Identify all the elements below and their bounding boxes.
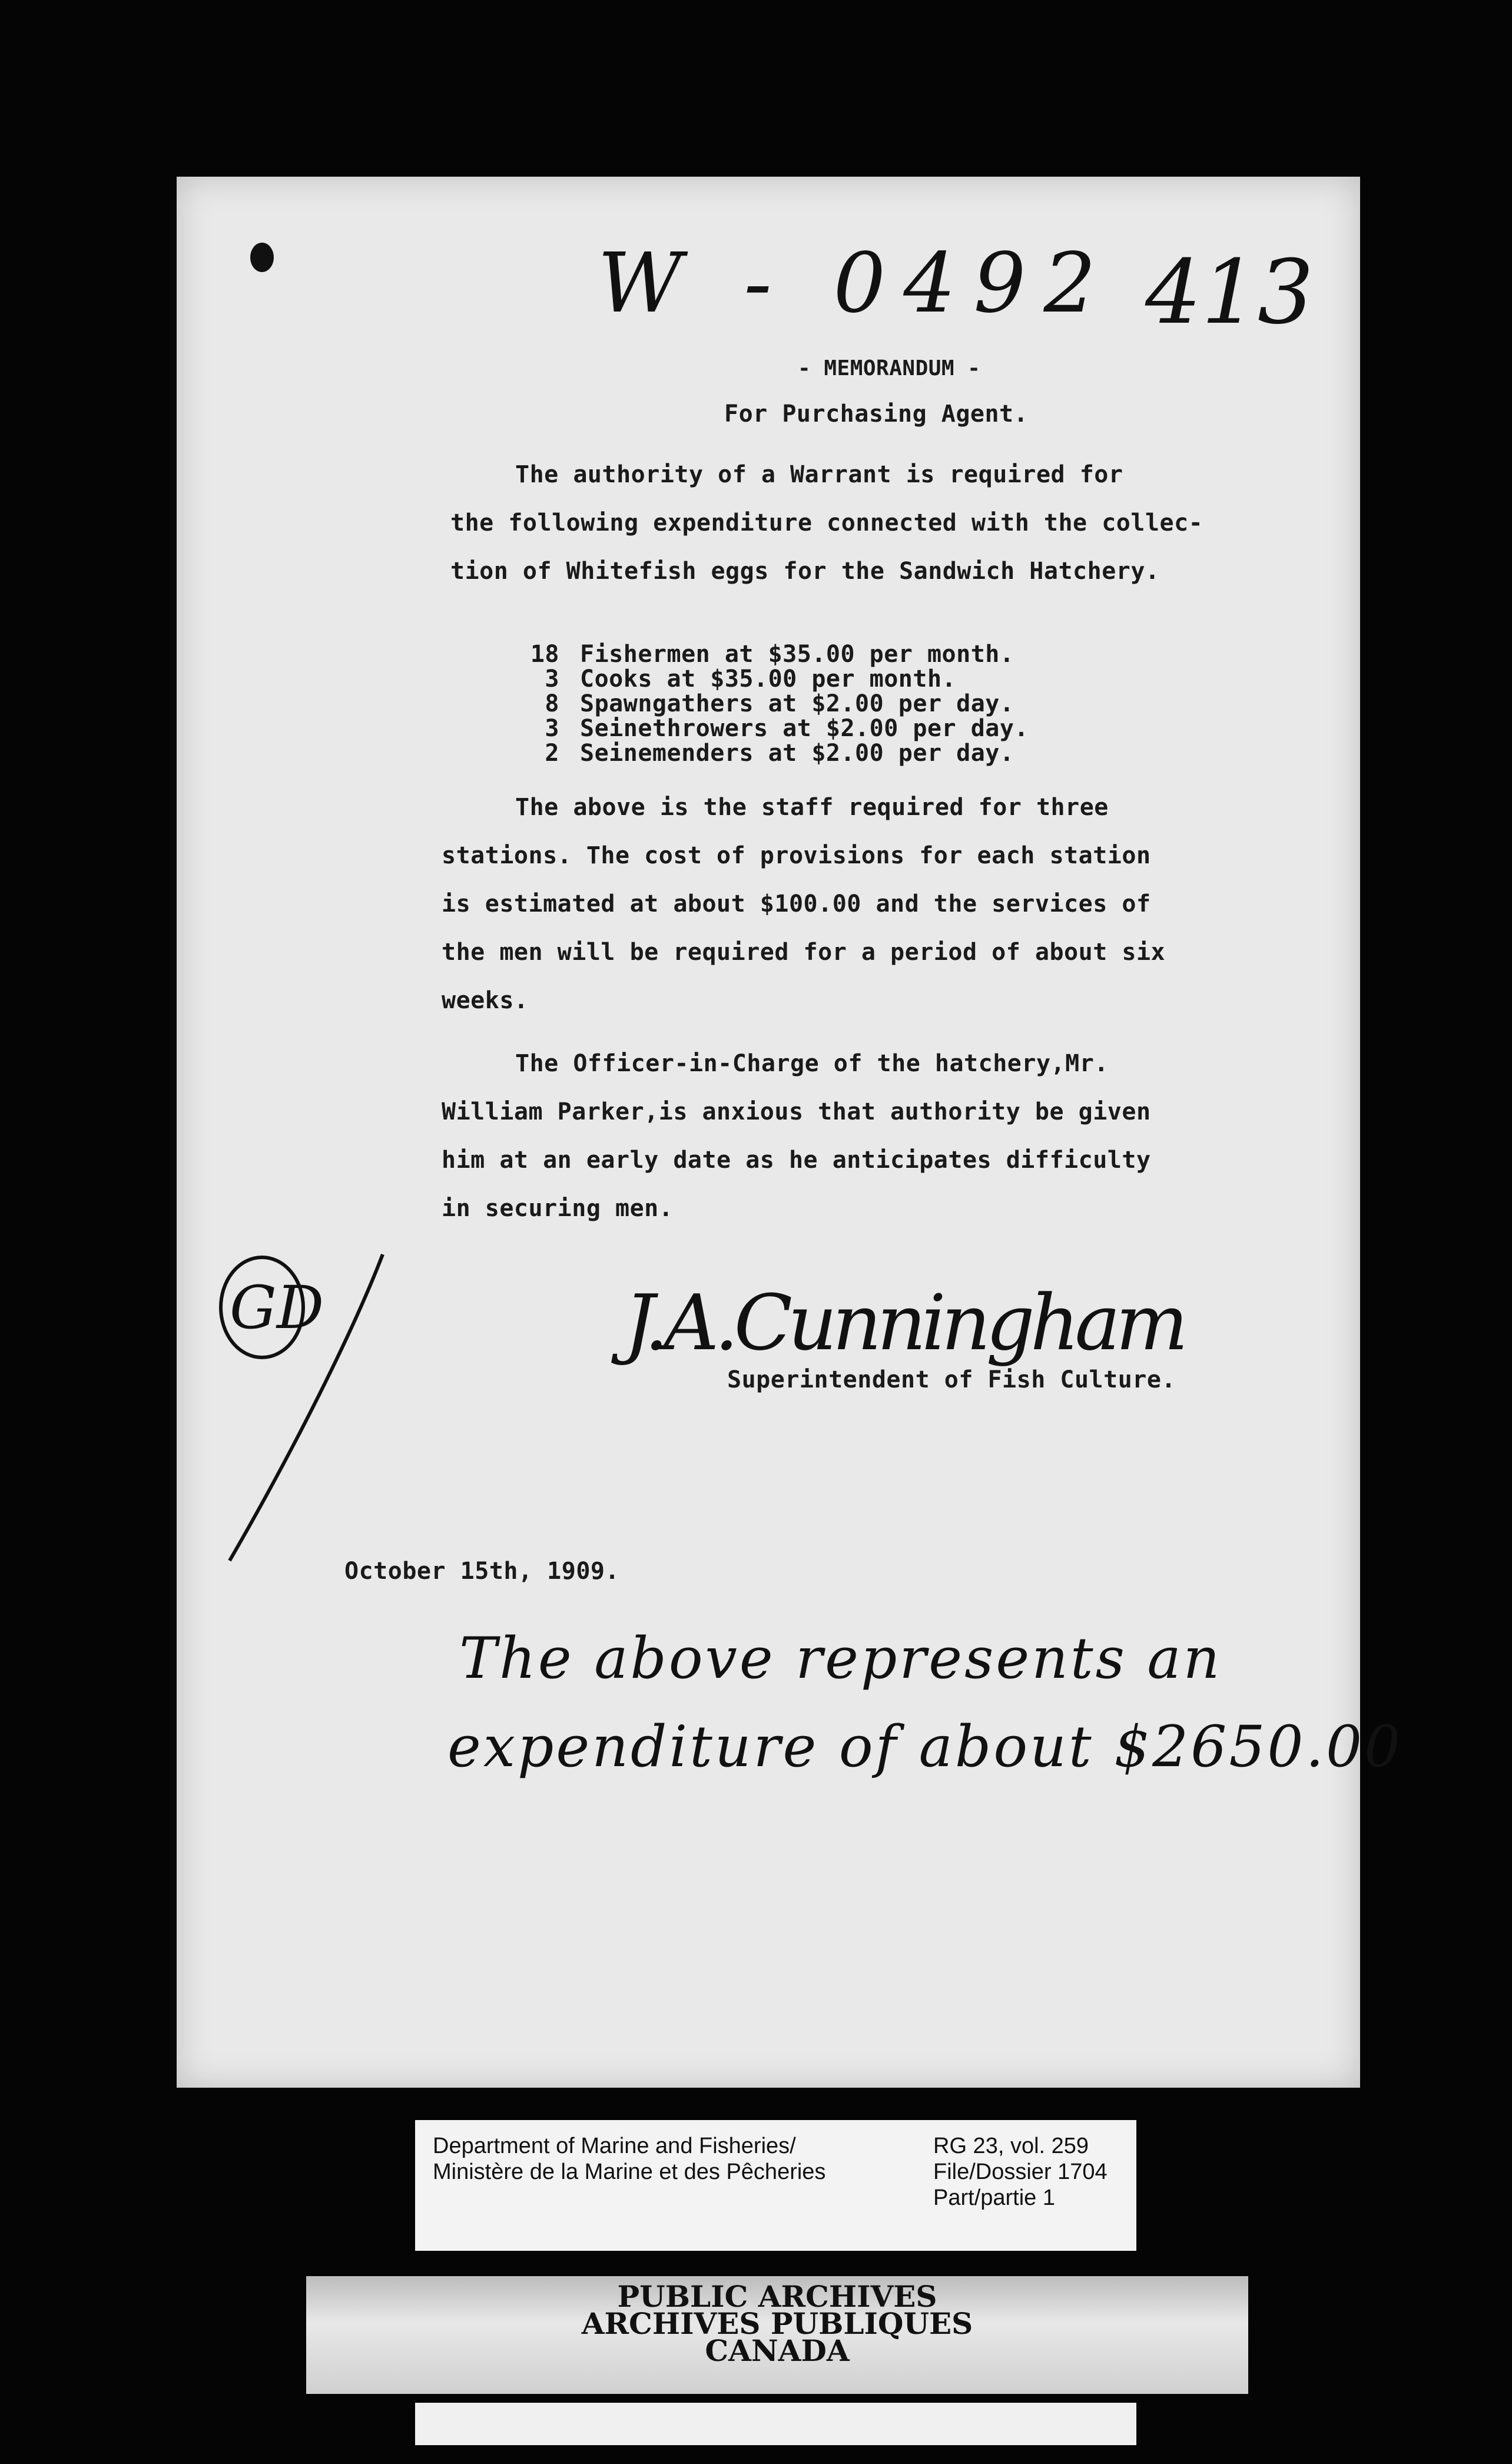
archive-banner <box>306 2276 1248 2394</box>
paragraph-line: the following expenditure connected with the collec- <box>450 509 1203 536</box>
caption-department <box>433 2133 825 2185</box>
paragraph-line: stations. The cost of provisions for each station <box>442 842 1151 869</box>
staff-qty: 18 <box>530 641 559 668</box>
handwritten-note-line: expenditure of about $2650.00 <box>447 1714 1403 1780</box>
staff-qty: 2 <box>545 740 559 767</box>
caption-line: File/Dossier 1704 <box>933 2160 1108 2184</box>
initials-mark <box>206 1243 424 1572</box>
staff-qty: 8 <box>545 690 559 717</box>
staff-list <box>489 642 1029 766</box>
caption-line: RG 23, vol. 259 <box>933 2134 1089 2158</box>
paragraph-line: The authority of a Warrant is required for <box>515 461 1123 488</box>
paragraph-line: The above is the staff required for three <box>515 794 1109 821</box>
paragraph-line: him at an early date as he anticipates difficulty <box>442 1147 1151 1174</box>
paragraph-line: the men will be required for a period of about six <box>442 939 1166 966</box>
memo-heading: - MEMORANDUM - <box>798 356 981 380</box>
staff-row <box>489 667 1029 691</box>
handwritten-note-line: The above represents an <box>459 1625 1222 1691</box>
paragraph-line: is estimated at about $100.00 and the services of <box>442 890 1151 918</box>
paragraph-line: William Parker,is anxious that authority be given <box>442 1098 1151 1125</box>
signature-title: Superintendent of Fish Culture. <box>727 1366 1176 1393</box>
memo-date: October 15th, 1909. <box>344 1558 620 1585</box>
paragraph-staff-cost <box>442 783 1351 1025</box>
paragraph-officer <box>442 1039 1351 1233</box>
staff-text: Seinethrowers at $2.00 per day. <box>580 715 1029 742</box>
banner-line: PUBLIC ARCHIVES <box>617 2279 937 2314</box>
staff-text: Cooks at $35.00 per month. <box>580 665 957 693</box>
memo-page <box>177 177 1403 2088</box>
staff-row <box>489 716 1029 741</box>
caption-line: Part/partie 1 <box>933 2185 1055 2210</box>
punch-hole <box>250 243 274 272</box>
paragraph-line: weeks. <box>442 987 529 1014</box>
banner-line: CANADA <box>705 2333 850 2368</box>
staff-text: Fishermen at $35.00 per month. <box>580 641 1014 668</box>
paragraph-authority <box>450 451 1351 595</box>
staff-qty: 3 <box>545 665 559 693</box>
staff-qty: 3 <box>545 715 559 742</box>
caption-line: Ministère de la Marine et des Pêcheries <box>433 2160 826 2184</box>
bottom-strip <box>415 2403 1136 2445</box>
staff-text: Spawngathers at $2.00 per day. <box>580 690 1014 717</box>
archive-caption <box>415 2120 1136 2251</box>
caption-line: Department of Marine and Fisheries/ <box>433 2134 796 2158</box>
staff-row <box>489 642 1029 667</box>
file-number: W - 0492 <box>598 236 1114 332</box>
page-number: 413 <box>1145 241 1314 344</box>
caption-reference <box>933 2133 1108 2211</box>
initials-text: GD <box>230 1273 324 1342</box>
banner-line: ARCHIVES PUBLIQUES <box>581 2306 973 2341</box>
memo-recipient: For Purchasing Agent. <box>724 400 1029 428</box>
paragraph-line: The Officer-in-Charge of the hatchery,Mr. <box>515 1050 1109 1077</box>
paragraph-line: in securing men. <box>442 1195 674 1222</box>
staff-row <box>489 691 1029 716</box>
staff-text: Seinemenders at $2.00 per day. <box>580 740 1014 767</box>
signature: J.A.Cunningham <box>624 1278 1184 1367</box>
paragraph-line: tion of Whitefish eggs for the Sandwich Hatchery. <box>450 558 1160 585</box>
staff-row <box>489 741 1029 766</box>
